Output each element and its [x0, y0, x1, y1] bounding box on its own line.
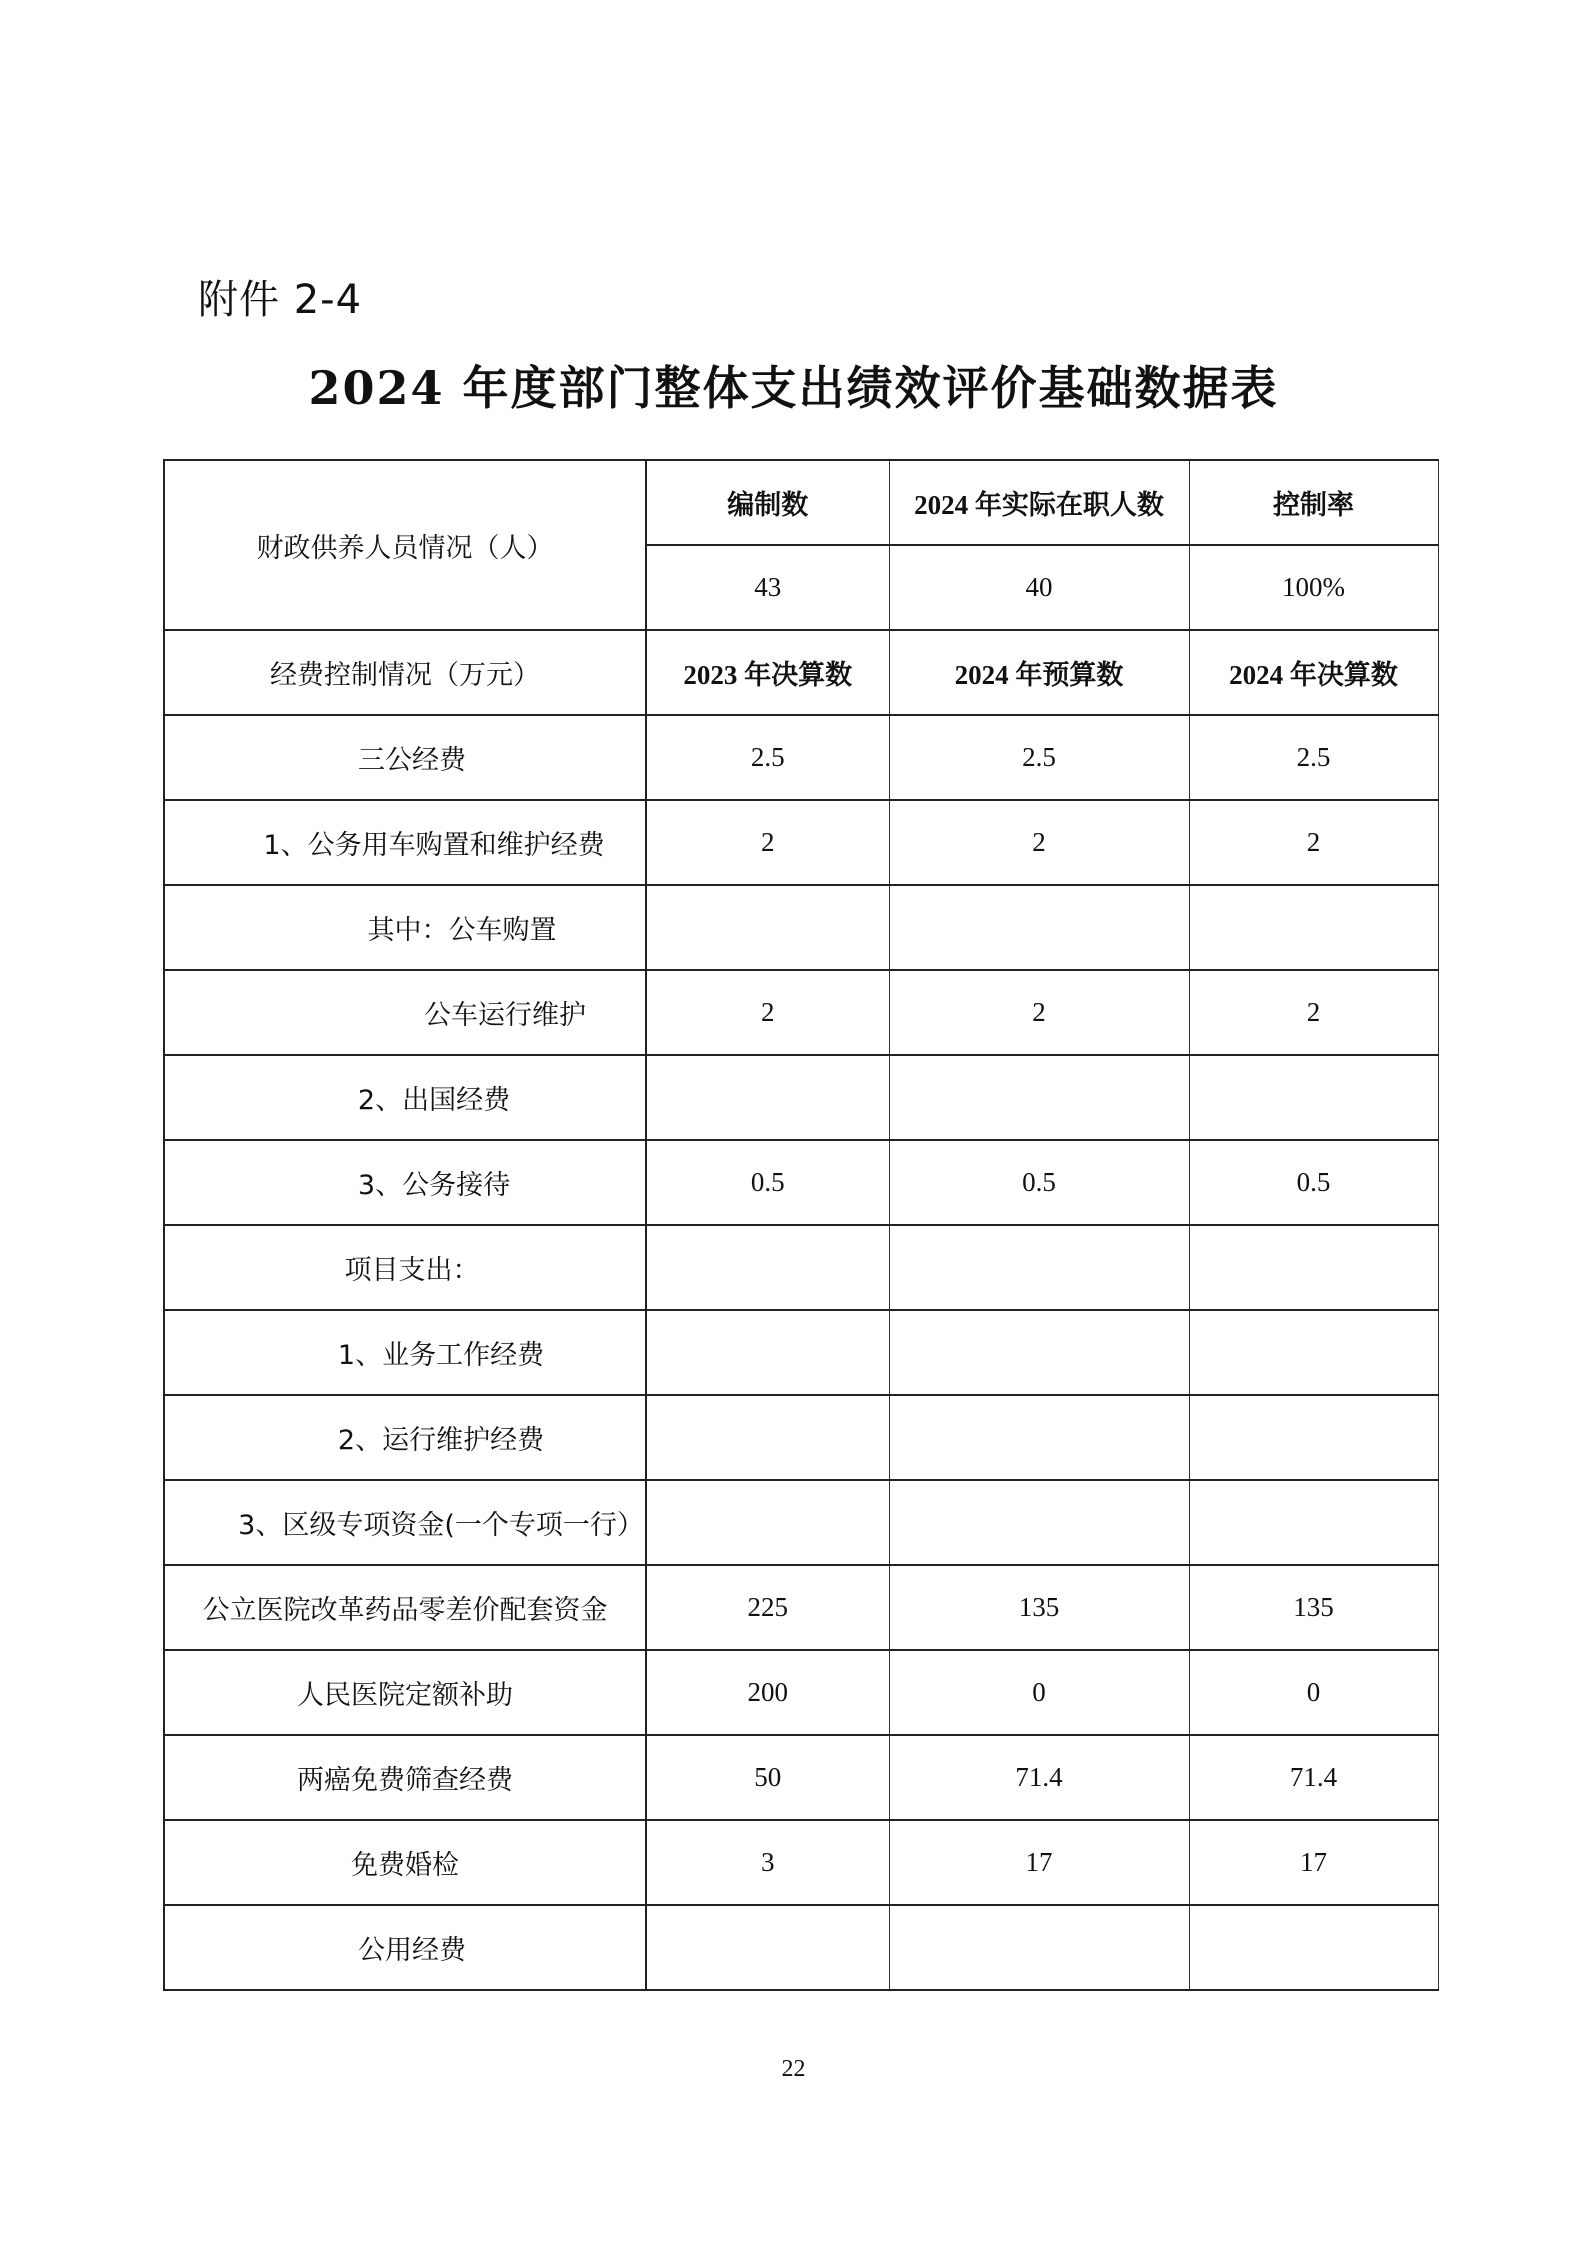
cell-final-2023: 2 — [646, 970, 889, 1055]
actual-staff-value: 40 — [889, 545, 1189, 630]
cell-final-2023 — [646, 1310, 889, 1395]
cell-final-2024 — [1189, 1225, 1438, 1310]
table-row — [164, 1565, 1438, 1650]
cell-final-2023: 0.5 — [646, 1140, 889, 1225]
table-row — [164, 715, 1438, 800]
row-label: 三公经费 — [164, 715, 646, 800]
cell-final-2024: 2.5 — [1189, 715, 1438, 800]
header-actual-staff-2024: 2024 年实际在职人数 — [889, 460, 1189, 545]
row-label: 人民医院定额补助 — [164, 1650, 646, 1735]
table-row — [164, 800, 1438, 885]
cell-final-2023: 50 — [646, 1735, 889, 1820]
cell-final-2024 — [1189, 1310, 1438, 1395]
cell-budget-2024: 2 — [889, 970, 1189, 1055]
header-final-2023: 2023 年决算数 — [646, 630, 889, 715]
cell-final-2024: 71.4 — [1189, 1735, 1438, 1820]
cell-final-2024: 2 — [1189, 970, 1438, 1055]
row-label: 项目支出： — [164, 1225, 646, 1310]
table-row — [164, 1480, 1438, 1565]
authorized-count-value: 43 — [646, 545, 889, 630]
cell-budget-2024: 71.4 — [889, 1735, 1189, 1820]
cell-budget-2024: 2.5 — [889, 715, 1189, 800]
header-authorized-count: 编制数 — [646, 460, 889, 545]
header-final-2024: 2024 年决算数 — [1189, 630, 1438, 715]
cell-budget-2024: 17 — [889, 1820, 1189, 1905]
cell-budget-2024 — [889, 885, 1189, 970]
cell-final-2023: 225 — [646, 1565, 889, 1650]
table-row — [164, 1225, 1438, 1310]
cell-budget-2024 — [889, 1225, 1189, 1310]
cell-final-2024 — [1189, 1905, 1438, 1990]
cell-final-2024 — [1189, 1395, 1438, 1480]
cell-final-2023 — [646, 1055, 889, 1140]
staffing-header-row — [164, 460, 1438, 545]
table-row — [164, 970, 1438, 1055]
cell-final-2023: 3 — [646, 1820, 889, 1905]
cell-final-2024: 0.5 — [1189, 1140, 1438, 1225]
row-label: 其中：公车购置 — [164, 885, 646, 970]
cell-final-2024: 17 — [1189, 1820, 1438, 1905]
header-budget-2024: 2024 年预算数 — [889, 630, 1189, 715]
table-row — [164, 1140, 1438, 1225]
control-rate-value: 100% — [1189, 545, 1438, 630]
cell-final-2023 — [646, 1480, 889, 1565]
header-control-rate: 控制率 — [1189, 460, 1438, 545]
funding-label: 经费控制情况（万元） — [164, 630, 646, 715]
table-row — [164, 1650, 1438, 1735]
table-row — [164, 1735, 1438, 1820]
funding-header-row — [164, 630, 1438, 715]
page-title: 2024 年度部门整体支出绩效评价基础数据表 — [308, 361, 1279, 415]
table-row — [164, 1395, 1438, 1480]
row-label: 公车运行维护 — [164, 970, 646, 1055]
cell-budget-2024 — [889, 1310, 1189, 1395]
cell-budget-2024: 0 — [889, 1650, 1189, 1735]
cell-final-2023: 200 — [646, 1650, 889, 1735]
cell-final-2024: 2 — [1189, 800, 1438, 885]
row-label: 公立医院改革药品零差价配套资金 — [164, 1565, 646, 1650]
row-label: 3、公务接待 — [164, 1140, 646, 1225]
cell-budget-2024 — [889, 1905, 1189, 1990]
attachment-label: 附件 2-4 — [198, 277, 363, 323]
staffing-label: 财政供养人员情况（人） — [164, 460, 646, 630]
table-row — [164, 885, 1438, 970]
row-label: 两癌免费筛查经费 — [164, 1735, 646, 1820]
cell-budget-2024: 2 — [889, 800, 1189, 885]
row-label: 3、区级专项资金(一个专项一行） — [164, 1480, 646, 1565]
cell-budget-2024 — [889, 1055, 1189, 1140]
row-label: 1、公务用车购置和维护经费 — [164, 800, 646, 885]
cell-final-2023: 2 — [646, 800, 889, 885]
cell-final-2024 — [1189, 885, 1438, 970]
table-row — [164, 1820, 1438, 1905]
table-row — [164, 1055, 1438, 1140]
cell-final-2023 — [646, 885, 889, 970]
cell-budget-2024 — [889, 1395, 1189, 1480]
cell-final-2024 — [1189, 1480, 1438, 1565]
cell-final-2024: 135 — [1189, 1565, 1438, 1650]
cell-final-2024 — [1189, 1055, 1438, 1140]
row-label: 公用经费 — [164, 1905, 646, 1990]
row-label: 2、运行维护经费 — [164, 1395, 646, 1480]
table-row — [164, 1905, 1438, 1990]
cell-budget-2024: 0.5 — [889, 1140, 1189, 1225]
cell-final-2023 — [646, 1395, 889, 1480]
row-label: 2、出国经费 — [164, 1055, 646, 1140]
performance-data-table — [163, 459, 1439, 1991]
row-label: 1、业务工作经费 — [164, 1310, 646, 1395]
page-number: 22 — [781, 2056, 806, 2082]
cell-final-2023 — [646, 1225, 889, 1310]
cell-budget-2024 — [889, 1480, 1189, 1565]
row-label: 免费婚检 — [164, 1820, 646, 1905]
cell-budget-2024: 135 — [889, 1565, 1189, 1650]
cell-final-2023 — [646, 1905, 889, 1990]
cell-final-2024: 0 — [1189, 1650, 1438, 1735]
cell-final-2023: 2.5 — [646, 715, 889, 800]
table-row — [164, 1310, 1438, 1395]
